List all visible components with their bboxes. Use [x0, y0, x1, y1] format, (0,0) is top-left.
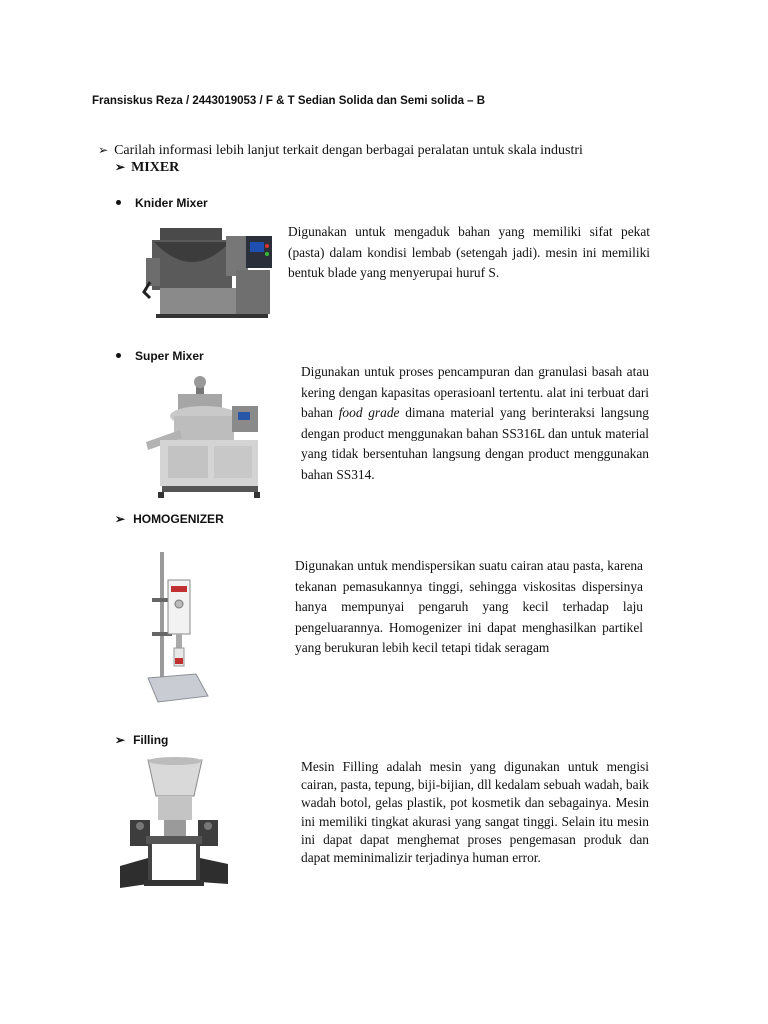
arrow-bullet-icon: ➢	[115, 512, 126, 526]
document-header: Fransiskus Reza / 2443019053 / F & T Sedian Solida dan Semi solida – B	[92, 95, 486, 107]
homogenizer-heading: HOMOGENIZER	[133, 512, 224, 526]
task-bullet	[98, 143, 583, 159]
filling-heading-row	[115, 733, 168, 747]
super-mixer-text-part-2: dimana material yang berinteraksi langsung dengan product menggunakan bahan SS316L dan untuk material yang tidak bersentuhan langsung dengan product menggunakan bahan SS314.	[301, 405, 649, 482]
knider-mixer-description: Digunakan untuk mengaduk bahan yang memiliki sifat pekat (pasta) dalam kondisi lembab (setengah jadi). mesin ini memiliki bentuk blade yang menyerupai huruf S.	[288, 224, 650, 281]
task-text: Carilah informasi lebih lanjut terkait dengan berbagai peralatan untuk skala industri	[114, 143, 583, 158]
filling-heading: Filling	[133, 733, 169, 747]
homogenizer-description: Digunakan untuk mendispersikan suatu cairan atau pasta, karena tekanan pemasukannya tinggi, sehingga viskositas dispersinya hanya mempunyai pengaruh yang kecil terhadap laju pengeluarannya. Homogenizer ini dapat menghasilkan partikel yang berukuran lebih kecil tetapi tidak seragam	[295, 558, 643, 656]
mixer-heading: MIXER	[131, 160, 180, 175]
arrow-bullet-icon: ➢	[115, 160, 126, 174]
arrow-bullet-icon: ➢	[98, 143, 109, 157]
food-grade-italic: food grade	[338, 405, 400, 421]
homogenizer-image	[144, 550, 212, 706]
knider-mixer-title: Knider Mixer	[135, 196, 208, 210]
arrow-bullet-icon: ➢	[115, 733, 126, 747]
mixer-heading-row	[115, 160, 179, 176]
super-mixer-description	[301, 362, 649, 486]
bullet-dot-icon	[116, 200, 121, 205]
filling-description: Mesin Filling adalah mesin yang digunakan untuk mengisi cairan, pasta, tepung, biji-bijian, dll kedalam sebuah wadah, baik wadah botol, gelas plastik, pot kosmetik dan sebagainya. Mesin ini memiliki tingkat akurasi yang sangat tinggi. Selain itu mesin ini dapat dapat menghemat proses pengemasan produk dan dapat meminimalizir terjadinya human error.	[301, 759, 649, 866]
filling-machine-image	[118, 756, 230, 892]
homogenizer-heading-row	[115, 512, 224, 526]
knider-mixer-image	[140, 222, 276, 320]
bullet-dot-icon	[116, 353, 121, 358]
super-mixer-text-part-1: Digunakan untuk proses pencampuran dan granulasi basah atau kering dengan kapasitas operasioanl tertentu. alat ini terbuat dari bahan	[301, 364, 649, 421]
super-mixer-title: Super Mixer	[135, 349, 204, 363]
super-mixer-image	[138, 372, 266, 500]
knider-mixer-title-row	[116, 196, 208, 210]
super-mixer-title-row	[116, 349, 204, 363]
